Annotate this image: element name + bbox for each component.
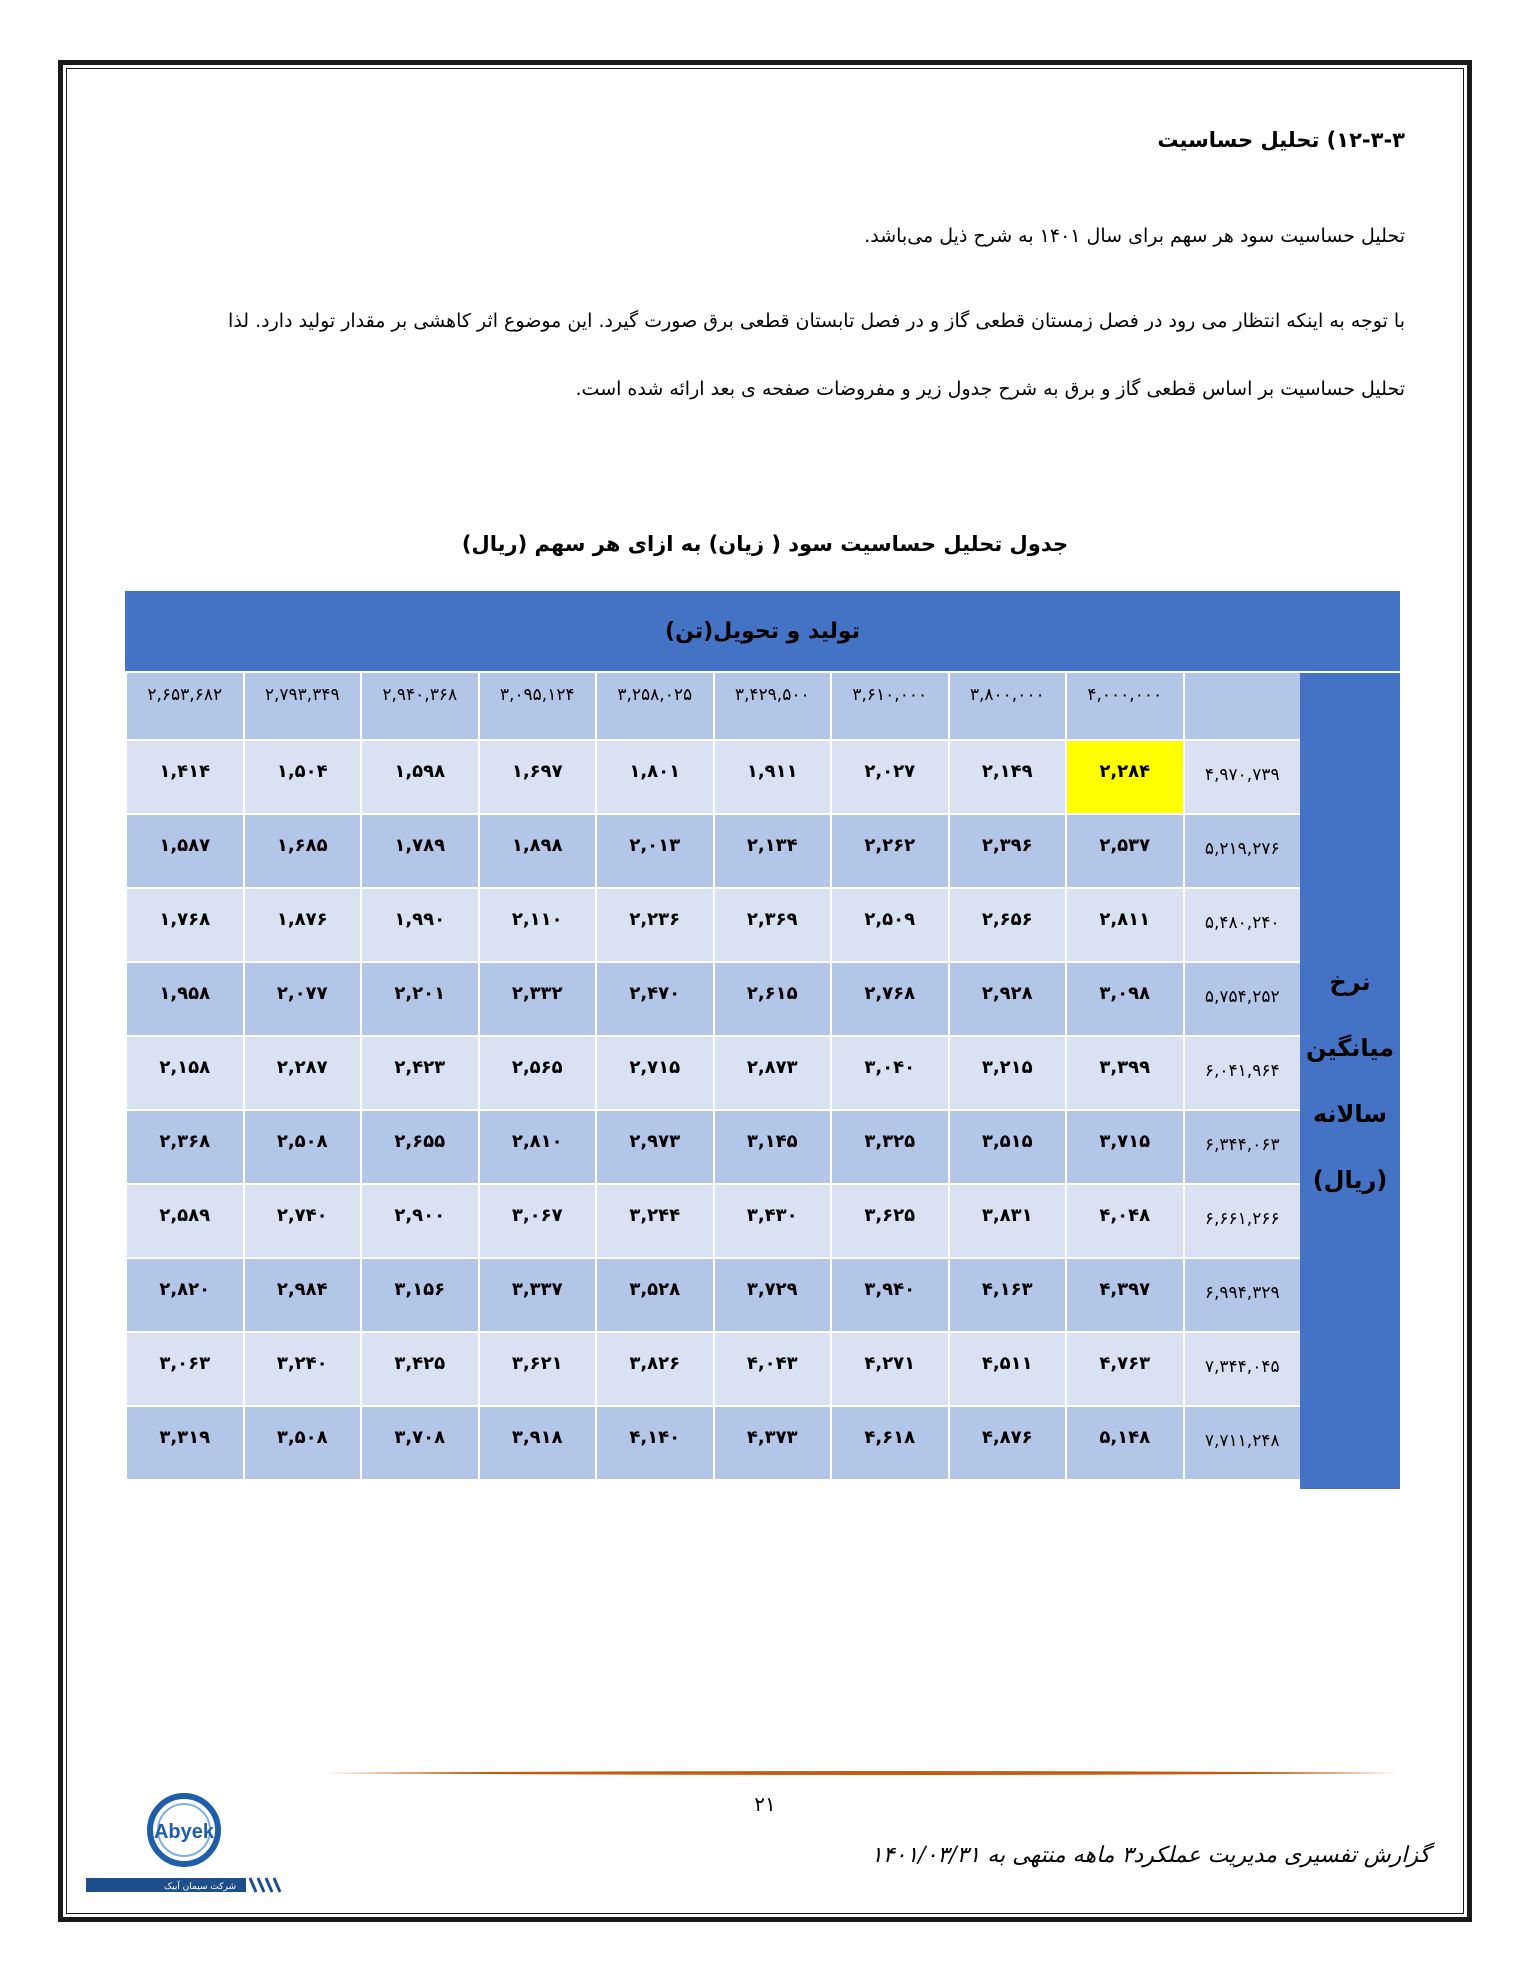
row-group-label-line: سالانه [1312, 1100, 1388, 1128]
table-grid [125, 673, 1300, 1489]
table-cell: ۲,۴۲۳ [360, 1037, 478, 1111]
corner-cell [1183, 673, 1301, 741]
column-header: ۲,۹۴۰,۳۶۸ [360, 673, 478, 741]
table-cell: ۳,۴۳۰ [713, 1185, 831, 1259]
table-cell: ۳,۲۱۵ [948, 1037, 1066, 1111]
column-header: ۳,۸۰۰,۰۰۰ [948, 673, 1066, 741]
table-cell: ۱,۵۹۸ [360, 741, 478, 815]
table-cell: ۱,۹۱۱ [713, 741, 831, 815]
paragraph-3: تحلیل حساسیت بر اساس قطعی گاز و برق به شرح جدول زیر و مفروضات صفحه ی بعد ارائه شده است. [575, 378, 1405, 400]
table-cell: ۴,۷۶۳ [1065, 1333, 1183, 1407]
row-rate-label: ۷,۳۴۴,۰۴۵ [1183, 1333, 1301, 1407]
table-cell: ۲,۰۷۷ [243, 963, 361, 1037]
table-title: جدول تحلیل حساسیت سود ( زیان) به ازای هر سهم (ریال) [461, 532, 1069, 556]
table-cell: ۲,۴۷۰ [595, 963, 713, 1037]
table-cell: ۲,۷۴۰ [243, 1185, 361, 1259]
column-header: ۲,۶۵۳,۶۸۲ [125, 673, 243, 741]
row-rate-label: ۶,۶۶۱,۲۶۶ [1183, 1185, 1301, 1259]
table-cell: ۲,۸۷۳ [713, 1037, 831, 1111]
table-row [125, 1407, 1300, 1481]
table-cell: ۲,۷۱۵ [595, 1037, 713, 1111]
section-heading: ۱۲-۳-۳) تحلیل حساسیت [1157, 128, 1405, 152]
paragraph-2: با توجه به اینکه انتظار می رود در فصل زمستان قطعی گاز و در فصل تابستان قطعی برق صورت گیرد. این موضوع اثر کاهشی بر مقدار تولید دارد. لذا [228, 310, 1405, 332]
table-cell: ۲,۲۰۱ [360, 963, 478, 1037]
table-cell: ۳,۹۴۰ [830, 1259, 948, 1333]
table-cell: ۱,۸۰۱ [595, 741, 713, 815]
table-row [125, 889, 1300, 963]
table-cell: ۲,۲۶۲ [830, 815, 948, 889]
logo-mark: Abyek [153, 1821, 215, 1843]
table-cell: ۲,۱۱۰ [478, 889, 596, 963]
row-rate-label: ۶,۰۴۱,۹۶۴ [1183, 1037, 1301, 1111]
table-cell: ۴,۱۶۳ [948, 1259, 1066, 1333]
table-cell: ۳,۳۱۹ [125, 1407, 243, 1481]
table-cell: ۳,۷۲۹ [713, 1259, 831, 1333]
logo-company-name: شرکت سیمان آبیک [164, 1882, 236, 1892]
table-row [125, 1259, 1300, 1333]
table-cell: ۲,۵۰۹ [830, 889, 948, 963]
table-cell: ۴,۳۷۳ [713, 1407, 831, 1481]
table-cell: ۳,۲۴۴ [595, 1185, 713, 1259]
row-rate-label: ۵,۴۸۰,۲۴۰ [1183, 889, 1301, 963]
column-header-row [125, 673, 1300, 741]
row-group-label-line: (ریال) [1312, 1166, 1388, 1194]
table-cell: ۲,۸۱۱ [1065, 889, 1183, 963]
table-cell: ۳,۶۲۱ [478, 1333, 596, 1407]
table-cell: ۱,۴۱۴ [125, 741, 243, 815]
table-row [125, 1185, 1300, 1259]
table-cell: ۴,۵۱۱ [948, 1333, 1066, 1407]
row-rate-label: ۶,۳۴۴,۰۶۳ [1183, 1111, 1301, 1185]
row-rate-label: ۷,۷۱۱,۲۴۸ [1183, 1407, 1301, 1481]
table-cell: ۳,۸۳۱ [948, 1185, 1066, 1259]
table-cell: ۱,۸۷۶ [243, 889, 361, 963]
table-cell: ۲,۱۴۹ [948, 741, 1066, 815]
table-cell: ۲,۵۶۵ [478, 1037, 596, 1111]
table-cell: ۲,۹۸۴ [243, 1259, 361, 1333]
table-cell: ۴,۱۴۰ [595, 1407, 713, 1481]
table-cell: ۲,۳۶۹ [713, 889, 831, 963]
table-cell: ۳,۳۳۷ [478, 1259, 596, 1333]
page-number: ۲۱ [754, 1792, 776, 1816]
company-logo [86, 1790, 282, 1896]
table-cell: ۲,۱۳۴ [713, 815, 831, 889]
column-header: ۴,۰۰۰,۰۰۰ [1065, 673, 1183, 741]
column-group-header: تولید و تحویل(تن) [125, 591, 1400, 673]
table-cell: ۲,۳۹۶ [948, 815, 1066, 889]
table-cell: ۲,۸۲۰ [125, 1259, 243, 1333]
row-rate-label: ۵,۷۵۴,۲۵۲ [1183, 963, 1301, 1037]
table-cell: ۳,۳۲۵ [830, 1111, 948, 1185]
table-cell: ۲,۳۳۲ [478, 963, 596, 1037]
table-cell: ۳,۷۱۵ [1065, 1111, 1183, 1185]
table-cell: ۳,۰۴۰ [830, 1037, 948, 1111]
table-cell: ۳,۵۰۸ [243, 1407, 361, 1481]
table-cell: ۲,۶۱۵ [713, 963, 831, 1037]
table-row [125, 815, 1300, 889]
table-cell: ۱,۹۹۰ [360, 889, 478, 963]
row-group-header [1300, 673, 1400, 1489]
table-cell: ۲,۵۸۹ [125, 1185, 243, 1259]
table-cell: ۳,۷۰۸ [360, 1407, 478, 1481]
table-cell: ۲,۷۶۸ [830, 963, 948, 1037]
column-header: ۳,۴۲۹,۵۰۰ [713, 673, 831, 741]
table-cell: ۱,۶۹۷ [478, 741, 596, 815]
table-cell: ۴,۶۱۸ [830, 1407, 948, 1481]
table-cell: ۳,۵۱۵ [948, 1111, 1066, 1185]
table-cell: ۲,۵۳۷ [1065, 815, 1183, 889]
table-cell: ۲,۶۵۵ [360, 1111, 478, 1185]
row-group-label-line: نرخ [1329, 968, 1371, 996]
table-cell: ۱,۶۸۵ [243, 815, 361, 889]
table-cell: ۳,۱۴۵ [713, 1111, 831, 1185]
table-cell: ۲,۲۳۶ [595, 889, 713, 963]
table-cell: ۳,۹۱۸ [478, 1407, 596, 1481]
column-header: ۳,۶۱۰,۰۰۰ [830, 673, 948, 741]
table-cell: ۳,۲۴۰ [243, 1333, 361, 1407]
table-cell: ۳,۸۲۶ [595, 1333, 713, 1407]
table-row [125, 741, 1300, 815]
column-header: ۳,۲۵۸,۰۲۵ [595, 673, 713, 741]
table-cell: ۱,۷۸۹ [360, 815, 478, 889]
table-cell: ۴,۲۷۱ [830, 1333, 948, 1407]
table-row [125, 1333, 1300, 1407]
highlighted-cell: ۲,۲۸۴ [1065, 741, 1183, 815]
table-cell: ۳,۴۲۵ [360, 1333, 478, 1407]
column-header: ۲,۷۹۳,۳۴۹ [243, 673, 361, 741]
row-group-label-line: میانگین [1305, 1034, 1395, 1062]
table-cell: ۲,۹۲۸ [948, 963, 1066, 1037]
table-cell: ۲,۹۰۰ [360, 1185, 478, 1259]
table-cell: ۲,۵۰۸ [243, 1111, 361, 1185]
table-cell: ۳,۰۶۳ [125, 1333, 243, 1407]
table-cell: ۳,۵۲۸ [595, 1259, 713, 1333]
table-cell: ۲,۰۱۳ [595, 815, 713, 889]
table-cell: ۳,۳۹۹ [1065, 1037, 1183, 1111]
paragraph-1: تحلیل حساسیت سود هر سهم برای سال ۱۴۰۱ به شرح ذیل می‌باشد. [864, 225, 1405, 247]
table-cell: ۴,۸۷۶ [948, 1407, 1066, 1481]
row-rate-label: ۵,۲۱۹,۲۷۶ [1183, 815, 1301, 889]
table-cell: ۴,۰۴۳ [713, 1333, 831, 1407]
table-cell: ۳,۱۵۶ [360, 1259, 478, 1333]
report-caption: گزارش تفسیری مدیریت عملکرد۳ ماهه منتهی به ۱۴۰۱/۰۳/۳۱ [870, 1843, 1430, 1868]
table-cell: ۱,۵۸۷ [125, 815, 243, 889]
column-header: ۳,۰۹۵,۱۲۴ [478, 673, 596, 741]
table-cell: ۲,۳۶۸ [125, 1111, 243, 1185]
row-rate-label: ۴,۹۷۰,۷۳۹ [1183, 741, 1301, 815]
table-row [125, 1111, 1300, 1185]
table-cell: ۳,۶۲۵ [830, 1185, 948, 1259]
table-cell: ۲,۹۷۳ [595, 1111, 713, 1185]
table-cell: ۲,۲۸۷ [243, 1037, 361, 1111]
table-cell: ۲,۰۲۷ [830, 741, 948, 815]
table-row [125, 963, 1300, 1037]
row-rate-label: ۶,۹۹۴,۳۲۹ [1183, 1259, 1301, 1333]
table-cell: ۴,۳۹۷ [1065, 1259, 1183, 1333]
table-cell: ۱,۹۵۸ [125, 963, 243, 1037]
table-cell: ۱,۷۶۸ [125, 889, 243, 963]
table-cell: ۲,۱۵۸ [125, 1037, 243, 1111]
sensitivity-table [125, 591, 1400, 1489]
footer-divider [325, 1770, 1403, 1776]
table-cell: ۳,۰۶۷ [478, 1185, 596, 1259]
table-cell: ۵,۱۴۸ [1065, 1407, 1183, 1481]
table-cell: ۱,۵۰۴ [243, 741, 361, 815]
table-cell: ۱,۸۹۸ [478, 815, 596, 889]
table-cell: ۴,۰۴۸ [1065, 1185, 1183, 1259]
table-cell: ۲,۶۵۶ [948, 889, 1066, 963]
table-cell: ۳,۰۹۸ [1065, 963, 1183, 1037]
table-row [125, 1037, 1300, 1111]
table-cell: ۲,۸۱۰ [478, 1111, 596, 1185]
